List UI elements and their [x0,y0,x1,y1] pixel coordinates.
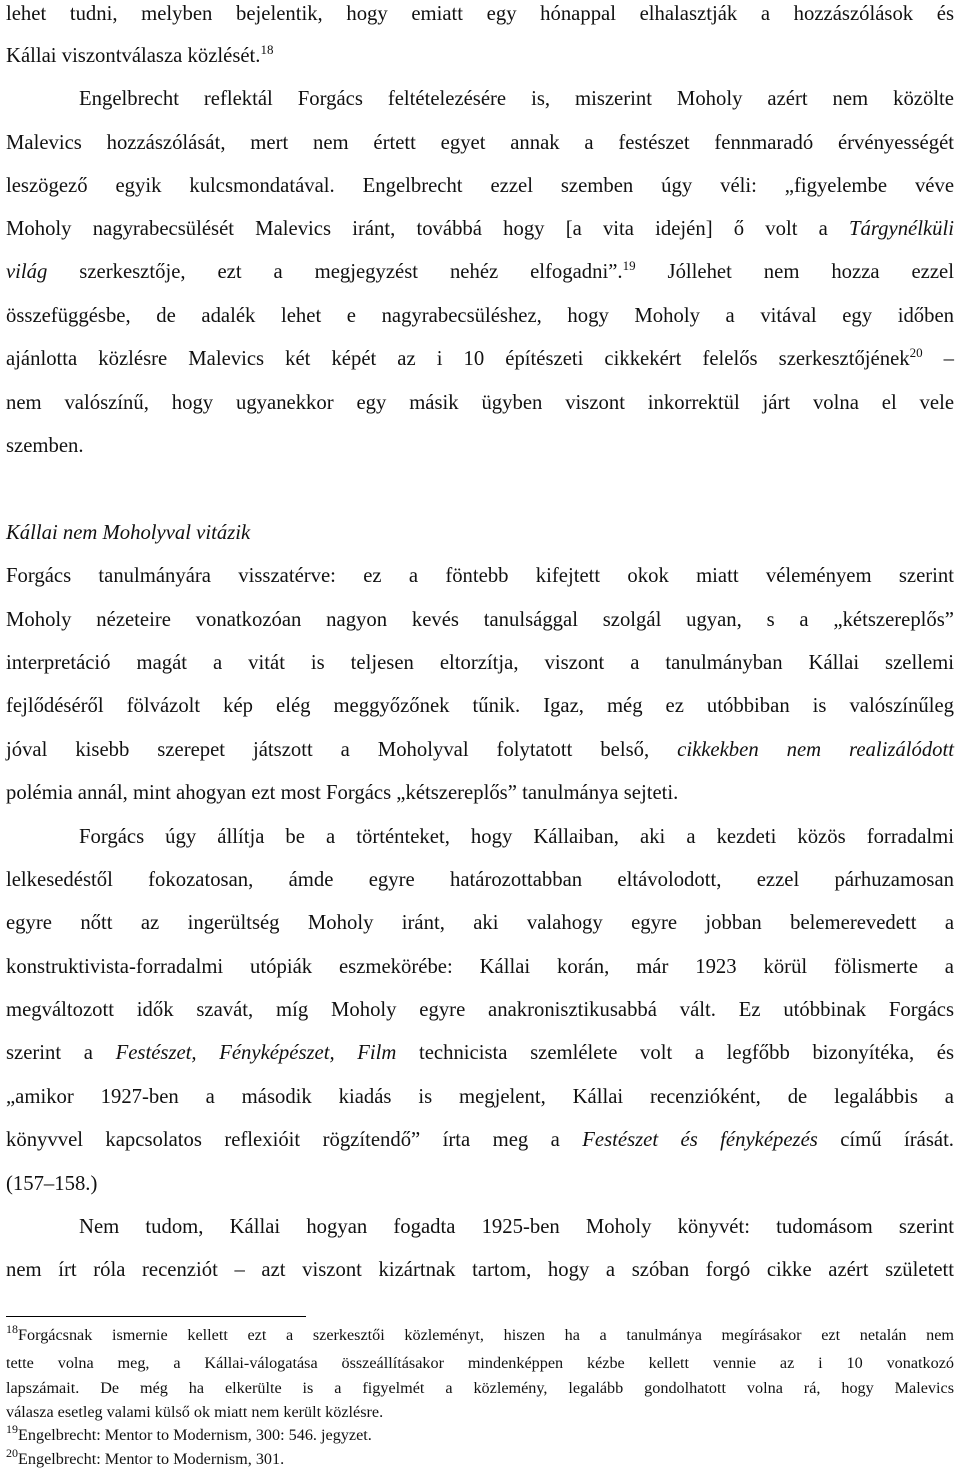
footnote-number: 19 [6,1422,18,1436]
italic-title: Tárgynélküli [849,218,954,240]
text-run: jóval kisebb szerepet játszott a Moholyval folytatott belső, [6,739,678,761]
section-heading: Kállai nem Moholyval vitázik [6,522,251,544]
text-run: Kállai viszontválasza közlését. [6,45,261,67]
footnote-ref-18[interactable]: 18 [260,42,274,57]
italic-title: Festészet, Fényképészet, Film [115,1042,397,1064]
text-line [6,998,954,1024]
footnote-ref-20[interactable]: 20 [909,345,923,360]
text-run: Moholy nézeteire vonatkozóan nagyon kevés tanulsággal szolgál ugyan, s a „kétszereplős” [6,609,954,631]
footnote-text: tette volna meg, a Kállai-válogatása összeállításakor mindenképpen kézbe kellett vennie az i 10 vonatkozó [6,1354,954,1372]
text-line [6,694,954,720]
text-run: Moholy nagyrabecsülését Malevics iránt, továbbá hogy [a vita idején] ő volt a [6,218,850,240]
text-run: leszögező egyik kulcsmondatával. Engelbrecht ezzel szemben úgy véli: „figyelembe véve [6,175,954,197]
footnote-line [6,1402,954,1423]
text-line [6,260,954,286]
text-run: ajánlotta közlésre Malevics két képét az i 10 építészeti cikkekért felelős szerkesztőjének [6,348,910,370]
text-run: megváltozott idők szavát, míg Moholy egyre anakronisztikusabbá vált. Ez utóbbinak Forgács [6,999,954,1021]
footnote-text: Forgácsnak ismernie kellett ezt a szerkesztői közleményt, hiszen ha a tanulmánya megírásakor ezt netalán nem [18,1326,954,1344]
text-run: – [922,348,954,370]
footnote-line [6,1353,954,1374]
text-run: „amikor 1927-ben a második kiadás is megjelent, Kállai recenzióként, de legalábbis a [6,1086,954,1108]
footnote-number: 18 [6,1322,18,1336]
text-line [79,825,954,851]
text-run: Malevics hozzászólását, mert nem értett egyet annak a festészet fennmaradó érvényességét [6,132,954,154]
text-run: polémia annál, mint ahogyan ezt most Forgács „kétszereplős” tanulmánya sejteti. [6,782,679,804]
text-run: szerint a [6,1042,116,1064]
text-run: egyre nőtt az ingerültség Moholy iránt, aki valahogy egyre jobban belemerevedett a [6,912,954,934]
text-run: fejlődéséről fölvázolt kép elég meggyőzőnek tűnik. Igaz, még ez utóbbiban is valószínűleg [6,695,954,717]
text-line [6,868,954,894]
text-line [6,1041,954,1067]
text-line [79,87,954,113]
text-line [6,44,954,70]
text-line [6,564,954,590]
text-line [6,391,954,417]
text-line [6,1258,954,1284]
text-run: nem írt róla recenziót – azt viszont kizártnak tartom, hogy a szóban forgó cikke azért született [6,1259,954,1281]
text-run: Jóllehet nem hozza ezzel [635,261,954,283]
text-run: című írását. [817,1129,954,1151]
italic-title: világ [6,261,48,283]
text-line [6,2,954,28]
text-line [6,781,954,807]
text-line [6,347,954,373]
text-line [6,738,954,764]
text-run: (157–158.) [6,1173,98,1195]
footnote-separator [6,1316,306,1317]
text-line [6,434,954,460]
footnote-line [6,1378,954,1399]
footnote-text: válasza esetleg valami külső ok miatt nem került közlésre. [6,1403,384,1421]
footnote-18 [6,1322,954,1346]
text-line [6,651,954,677]
italic-title: Festészet és fényképezés [582,1129,818,1151]
footnote-text: Engelbrecht: Mentor to Modernism, 301. [18,1450,285,1468]
text-line [6,955,954,981]
text-run: könyvvel kapcsolatos reflexióit rögzítendő” írta meg a [6,1129,583,1151]
text-run: technicista szemlélete volt a legfőbb bizonyítéka, és [396,1042,955,1064]
text-run: nem valószínű, hogy ugyanekkor egy másik ügyben viszont inkorrektül járt volna el vele [6,392,954,414]
text-run: összefüggésbe, de adalék lehet e nagyrabecsüléshez, hogy Moholy a vitával egy időben [6,305,954,327]
text-run: konstruktivista-forradalmi utópiák eszmekörébe: Kállai korán, már 1923 körül fölismerte a [6,956,954,978]
text-run: lelkesedéstől fokozatosan, ámde egyre határozottabban eltávolodott, ezzel párhuzamosan [6,869,954,891]
text-run: Forgács tanulmányára visszatérve: ez a föntebb kifejtett okok miatt véleményem szerint [6,565,954,587]
footnote-number: 20 [6,1446,18,1460]
footnote-text: Engelbrecht: Mentor to Modernism, 300: 546. jegyzet. [18,1426,372,1444]
text-line [6,174,954,200]
text-run: szerkesztője, ezt a megjegyzést nehéz elfogadni”. [47,261,623,283]
text-line [6,1172,954,1198]
text-run: lehet tudni, melyben bejelentik, hogy emiatt egy hónappal elhalasztják a hozzászólások és [6,3,954,25]
text-line [6,304,954,330]
italic-phrase: cikkekben nem realizálódott [677,739,955,761]
text-line [6,1128,954,1154]
text-line [6,131,954,157]
text-line [6,911,954,937]
text-run: Nem tudom, Kállai hogyan fogadta 1925-ben Moholy könyvét: tudomásom szerint [79,1216,954,1238]
text-run: interpretáció magát a vitát is teljesen eltorzítja, viszont a tanulmányban Kállai szellemi [6,652,954,674]
text-line [79,1215,954,1241]
text-line [6,217,954,243]
text-line [6,1085,954,1111]
text-run: Engelbrecht reflektál Forgács feltételezésére is, miszerint Moholy azért nem közölte [79,88,954,110]
footnote-text: lapszámait. De még ha elkerülte is a figyelmét a közlemény, legalább gondolhatott volna rá, hogy Malevics [6,1379,954,1397]
text-line [6,608,954,634]
text-run: szemben. [6,435,84,457]
text-run: Forgács úgy állítja be a történteket, hogy Kállaiban, aki a kezdeti közös forradalmi [79,826,954,848]
footnote-19 [6,1422,954,1446]
footnote-ref-19[interactable]: 19 [622,258,636,273]
footnote-20 [6,1446,954,1470]
